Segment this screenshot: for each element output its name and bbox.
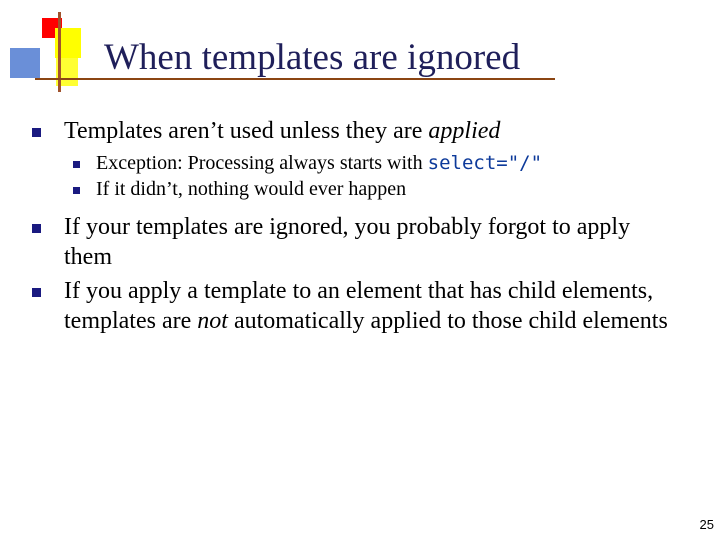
bullet-item <box>30 116 680 146</box>
square-bullet-icon <box>73 187 80 194</box>
bullet-item <box>30 212 680 272</box>
sub-bullet-text: If it didn’t, nothing would ever happen <box>96 178 407 200</box>
square-bullet-icon <box>32 288 41 297</box>
page-number: 25 <box>699 517 714 532</box>
square-bullet-icon <box>73 161 80 168</box>
logo-blue-square <box>10 48 40 78</box>
bullet-emphasis: not <box>197 308 228 334</box>
bullet-emphasis: applied <box>428 118 501 144</box>
bullet-text: Templates aren’t used unless they are <box>64 118 429 144</box>
code-snippet: select="/" <box>427 152 543 174</box>
sub-bullet-item <box>30 150 680 176</box>
bullet-text: If your templates are ignored, you probably forgot to apply them <box>64 214 631 270</box>
logo-vertical-line <box>58 12 61 92</box>
logo-decoration <box>0 0 110 100</box>
square-bullet-icon <box>32 224 41 233</box>
sub-bullet-text: Exception: Processing always starts with <box>96 152 428 174</box>
bullet-item <box>30 276 680 336</box>
bullet-text-continued: automatically applied to those child elements <box>227 308 668 334</box>
square-bullet-icon <box>32 128 41 137</box>
slide-title: When templates are ignored <box>104 37 521 78</box>
bullet-list <box>30 116 680 340</box>
sub-bullet-item <box>30 176 680 202</box>
bullet-text: If you apply a template to an element that has child elements, templates are <box>64 278 654 334</box>
